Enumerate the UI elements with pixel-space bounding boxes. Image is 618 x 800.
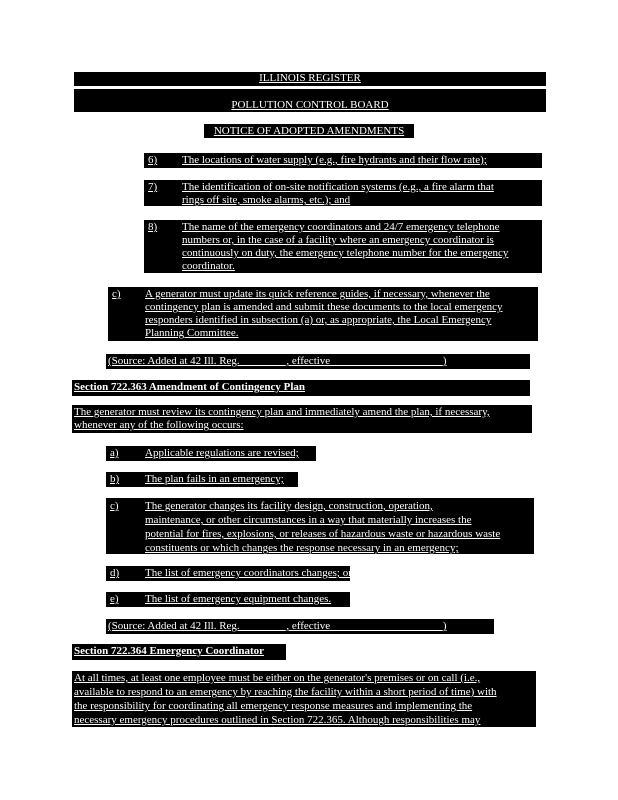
item-6-text: The locations of water supply (e.g., fire hydrants and their flow rate); — [182, 154, 487, 166]
section-363-item-d-text: The list of emergency coordinators changes; or — [145, 567, 352, 579]
item-c-line-1: A generator must update its quick reference guides, if necessary, whenever the — [145, 288, 490, 300]
section-364-body-1: At all times, at least one employee must be either on the generator's premises or on call (i.e., — [74, 672, 481, 684]
section-363-intro-1: The generator must review its contingency plan and immediately amend the plan, if necessary, — [74, 406, 490, 418]
section-363-item-c-line-1: The generator changes its facility design, construction, operation, — [145, 500, 433, 512]
item-7-line-1: The identification of on-site notification systems (e.g., a fire alarm that — [182, 181, 494, 193]
section-363-item-a-num: a) — [110, 447, 119, 459]
section-363-heading: Section 722.363 Amendment of Contingency Plan — [74, 381, 305, 393]
item-c-num: c) — [112, 288, 121, 300]
item-c-line-3: responders identified in subsection (a) or, as appropriate, the Local Emergency — [145, 314, 492, 326]
source-1-text: (Source: Added at 42 Ill. Reg. ________, effective ____________________) — [108, 355, 447, 367]
item-8-num: 8) — [148, 221, 158, 233]
section-363-item-c-num: c) — [110, 500, 119, 512]
section-363-item-c-line-3: potential for fires, explosions, or releases of hazardous waste or hazardous waste — [145, 528, 501, 540]
section-364-body-2: available to respond to an emergency by reaching the facility within a short period of time) with — [74, 686, 497, 698]
section-363-item-c-line-2: maintenance, or other circumstances in a way that materially increases the — [145, 514, 472, 526]
source-2-text: (Source: Added at 42 Ill. Reg. ________, effective ____________________) — [108, 620, 447, 632]
item-8-line-2: numbers or, in the case of a facility where an emergency coordinator is — [182, 234, 494, 246]
section-363-item-b-num: b) — [110, 473, 120, 485]
item-8-line-4: coordinator. — [182, 260, 235, 272]
header-board: POLLUTION CONTROL BOARD — [231, 99, 389, 111]
section-364-body-3: the responsibility for coordinating all emergency response measures and implementing the — [74, 700, 473, 712]
item-7-line-2: rings off site, smoke alarms, etc.); and — [182, 194, 351, 206]
section-363-item-d-num: d) — [110, 567, 120, 579]
item-7-num: 7) — [148, 181, 158, 193]
section-363-item-b-text: The plan fails in an emergency; — [145, 473, 284, 485]
section-363-intro-2: whenever any of the following occurs: — [74, 419, 244, 431]
item-8-line-1: The name of the emergency coordinators and 24/7 emergency telephone — [182, 221, 500, 233]
item-c-line-2: contingency plan is amended and submit these documents to the local emergency — [145, 301, 503, 313]
section-363-item-a-text: Applicable regulations are revised; — [145, 447, 299, 459]
item-6-num: 6) — [148, 154, 158, 166]
section-363-item-c-line-4: constituents or which changes the response necessary in an emergency; — [145, 542, 459, 554]
header-notice: NOTICE OF ADOPTED AMENDMENTS — [213, 125, 405, 137]
section-363-item-e-num: e) — [110, 593, 119, 605]
item-c-line-4: Planning Committee. — [145, 327, 239, 339]
section-364-body-4: necessary emergency procedures outlined in Section 722.365. Although responsibilities may — [74, 714, 481, 726]
header-register: ILLINOIS REGISTER — [259, 72, 361, 84]
section-363-item-e-text: The list of emergency equipment changes. — [145, 593, 332, 605]
section-364-heading: Section 722.364 Emergency Coordinator — [74, 645, 265, 657]
item-8-line-3: continuously on duty, the emergency telephone number for the emergency — [182, 247, 509, 259]
